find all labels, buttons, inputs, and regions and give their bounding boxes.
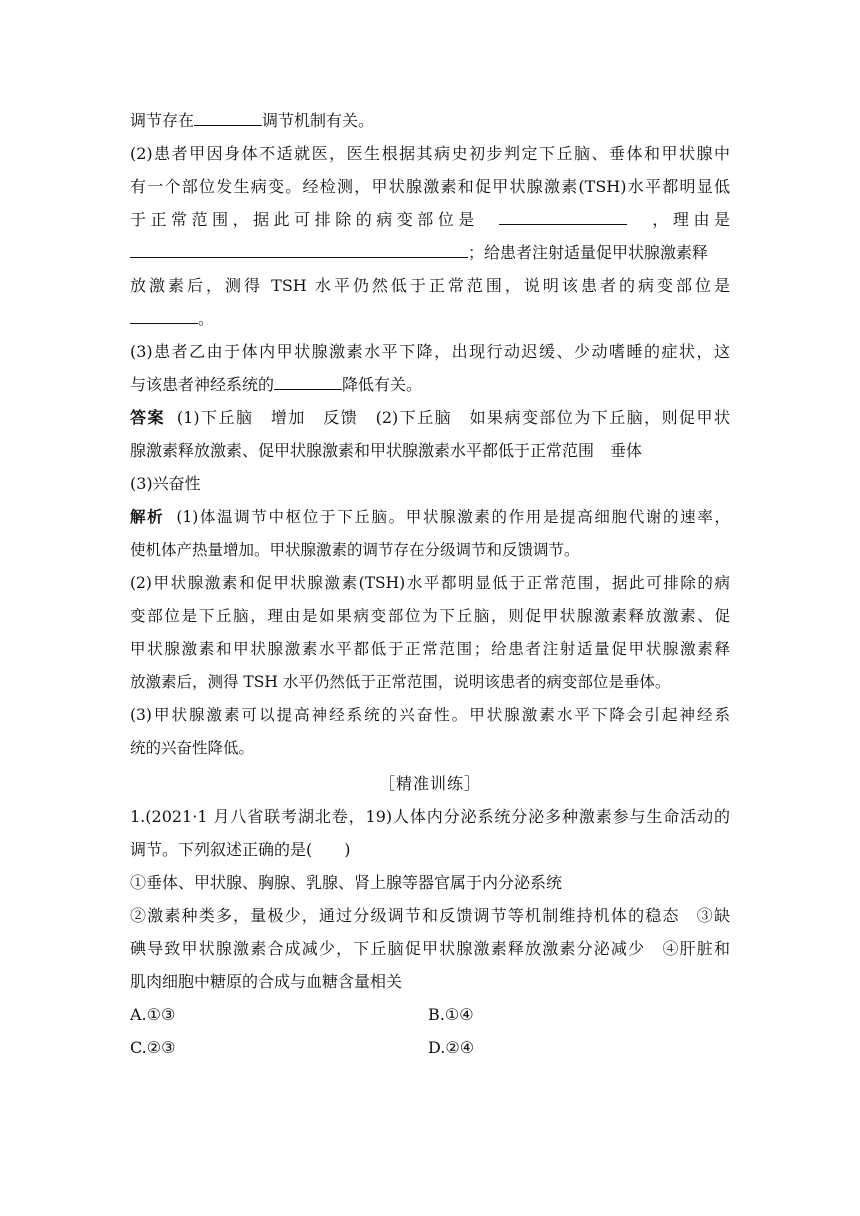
analysis-line: 使机体产热量增加。甲状腺激素的调节存在分级调节和反馈调节。 — [130, 541, 580, 559]
fill-blank — [130, 239, 468, 258]
analysis-line: 统的兴奋性降低。 — [130, 739, 255, 757]
answer-label: 答案 — [130, 408, 165, 427]
fill-blank — [274, 371, 342, 390]
statement-item: ①垂体、甲状腺、胸腺、乳腺、肾上腺等器官属于内分泌系统 — [130, 873, 563, 892]
question-line: ；给患者注射适量促甲状腺激素释 — [130, 236, 730, 269]
fill-blank — [499, 206, 627, 225]
analysis-line: (3)甲状腺激素可以提高神经系统的兴奋性。甲状腺激素水平下降会引起神经系 — [130, 706, 730, 724]
question-line: 。 — [130, 302, 730, 335]
options-row — [130, 998, 730, 1031]
options-row — [130, 1031, 730, 1064]
question-line: 有一个部位发生病变。经检测，甲状腺激素和促甲状腺激素(TSH)水平都明显低 — [130, 177, 730, 196]
question-line: (2)患者甲因身体不适就医，医生根据其病史初步判定下丘脑、垂体和甲状腺中 — [130, 144, 730, 163]
option-b[interactable]: B.①④ — [428, 1005, 474, 1024]
fill-blank — [130, 305, 198, 324]
statement-item: 肌肉细胞中糖原的合成与血糖含量相关 — [130, 972, 403, 991]
question-line: 调节。下列叙述正确的是( ) — [130, 840, 351, 859]
document-page — [130, 104, 730, 1064]
question-line: 放激素后，测得 TSH 水平仍然低于正常范围，说明该患者的病变部位是 — [130, 276, 730, 295]
statement-item: ②激素种类多，量极少，通过分级调节和反馈调节等机制维持机体的稳态 ③缺 — [130, 906, 730, 925]
question-line: 与该患者神经系统的 降低有关。 — [130, 368, 730, 401]
fill-blank — [194, 107, 262, 126]
section-title: ［精准训练］ — [378, 774, 481, 793]
analysis-line: 解析 (1)体温调节中枢位于下丘脑。甲状腺激素的作用是提高细胞代谢的速率， — [130, 507, 730, 526]
answer-line: (3)兴奋性 — [130, 474, 201, 493]
statement-item: 碘导致甲状腺激素合成减少，下丘脑促甲状腺激素释放激素分泌减少 ④肝脏和 — [130, 939, 730, 958]
answer-line: 答案 (1)下丘脑 增加 反馈 (2)下丘脑 如果病变部位为下丘脑，则促甲状 — [130, 408, 730, 427]
analysis-line: (2)甲状腺激素和促甲状腺激素(TSH)水平都明显低于正常范围，据此可排除的病 — [130, 574, 730, 592]
option-d[interactable]: D.②④ — [428, 1038, 475, 1057]
analysis-line: 甲状腺激素和甲状腺激素水平都低于正常范围；给患者注射适量促甲状腺激素释 — [130, 640, 730, 658]
question-line: 1.(2021·1 月八省联考湖北卷，19)人体内分泌系统分泌多种激素参与生命活动的 — [130, 807, 730, 826]
question-line: 于正常范围，据此可排除的病变部位是 ，理由是 — [130, 203, 730, 236]
question-line: 调节存在 调节机制有关。 — [130, 104, 730, 137]
option-c[interactable]: C.②③ — [130, 1038, 176, 1057]
analysis-label: 解析 — [130, 507, 165, 526]
question-line: (3)患者乙由于体内甲状腺激素水平下降，出现行动迟缓、少动嗜睡的症状，这 — [130, 342, 730, 361]
answer-line: 腺激素释放激素、促甲状腺激素和甲状腺激素水平都低于正常范围 垂体 — [130, 441, 643, 460]
analysis-line: 变部位是下丘脑，理由是如果病变部位为下丘脑，则促甲状腺激素释放激素、促 — [130, 607, 730, 625]
option-a[interactable]: A.①③ — [130, 1005, 176, 1024]
analysis-line: 放激素后，测得 TSH 水平仍然低于正常范围，说明该患者的病变部位是垂体。 — [130, 673, 671, 691]
